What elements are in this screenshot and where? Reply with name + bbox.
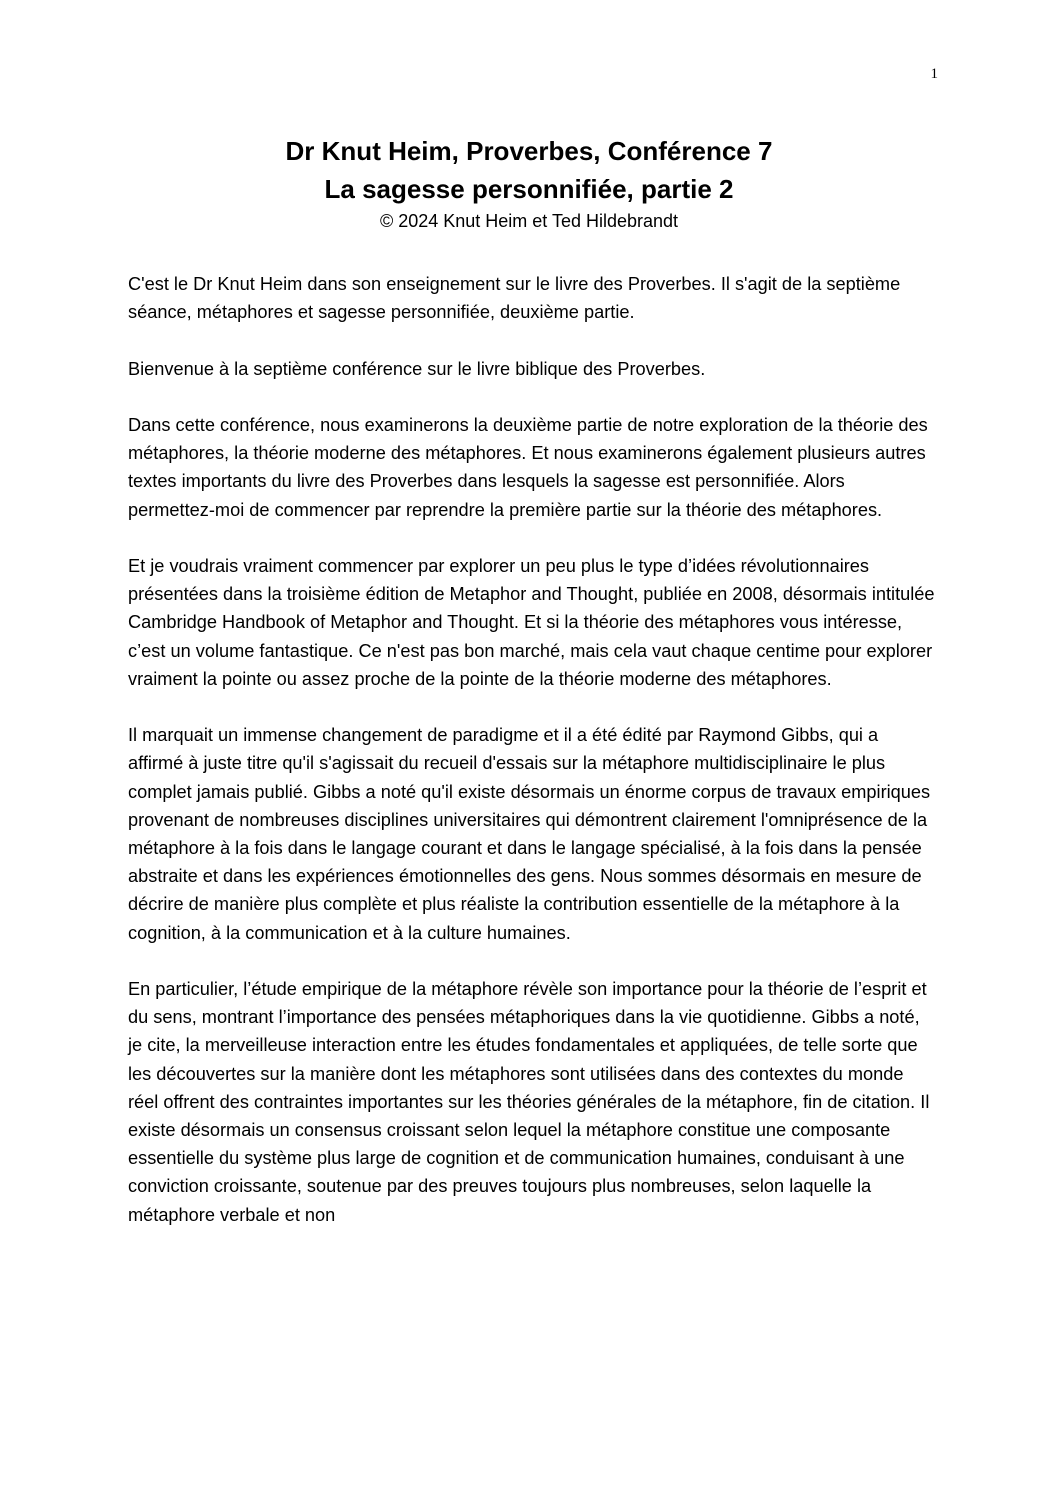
document-title (0, 132, 1058, 208)
paragraph: C'est le Dr Knut Heim dans son enseignement sur le livre des Proverbes. Il s'agit de la septième séance, métaphores et sagesse personnifiée, deuxième partie. (128, 274, 901, 323)
document-body (128, 270, 936, 1257)
document-header (0, 132, 1058, 233)
paragraph: En particulier, l’étude empirique de la métaphore révèle son importance pour la théorie de l’esprit et du sens, montrant l’importance des pensées métaphoriques dans la vie quotidienne. Gibbs a noté, je cite, la merveilleuse interaction entre les études fondamentales et appliquées, de telle sorte que les découvertes sur la manière dont les métaphores sont utilisées dans des contextes du monde réel offrent des contraintes importantes sur les théories générales de la métaphore, fin de citation. Il existe désormais un consensus croissant selon lequel la métaphore constitue une composante essentielle du système plus large de cognition et de communication humaines, conduisant à une conviction croissante, soutenue par des preuves toujours plus nombreuses, selon laquelle la métaphore verbale et non (128, 979, 930, 1225)
title-line-1: Dr Knut Heim, Proverbes, Conférence 7 (285, 136, 773, 166)
paragraph: Et je voudrais vraiment commencer par explorer un peu plus le type d’idées révolutionnaires présentées dans la troisième édition de Metaphor and Thought, publiée en 2008, désormais intitulée Cambridge Handbook of Metaphor and Thought. Et si la théorie des métaphores vous intéresse, c’est un volume fantastique. Ce n'est pas bon marché, mais cela vaut chaque centime pour explorer vraiment la pointe ou assez proche de la pointe de la théorie moderne des métaphores. (128, 555, 935, 689)
copyright-notice: © 2024 Knut Heim et Ted Hildebrandt (379, 211, 679, 231)
paragraph: Dans cette conférence, nous examinerons la deuxième partie de notre exploration de la théorie des métaphores, la théorie moderne des métaphores. Et nous examinerons également plusieurs autres textes importants du livre des Proverbes dans lesquels la sagesse est personnifiée. Alors permettez-moi de commencer par reprendre la première partie sur la théorie des métaphores. (128, 414, 928, 520)
page-number: 1 (930, 66, 938, 82)
paragraph: Il marquait un immense changement de paradigme et il a été édité par Raymond Gibbs, qui a affirmé à juste titre qu'il s'agissait du recueil d'essais sur la métaphore multidisciplinaire le plus complet jamais publié. Gibbs a noté qu'il existe désormais un énorme corpus de travaux empiriques provenant de nombreuses disciplines universitaires qui démontrent clairement l'omniprésence de la métaphore à la fois dans le langage courant et dans le langage spécialisé, à la fois dans la pensée abstraite et dans les expériences émotionnelles des gens. Nous sommes désormais en mesure de décrire de manière plus complète et plus réaliste la contribution essentielle de la métaphore à la cognition, à la communication et à la culture humaines. (128, 725, 931, 943)
paragraph: Bienvenue à la septième conférence sur le livre biblique des Proverbes. (128, 358, 706, 379)
title-line-2: La sagesse personnifiée, partie 2 (324, 174, 734, 204)
